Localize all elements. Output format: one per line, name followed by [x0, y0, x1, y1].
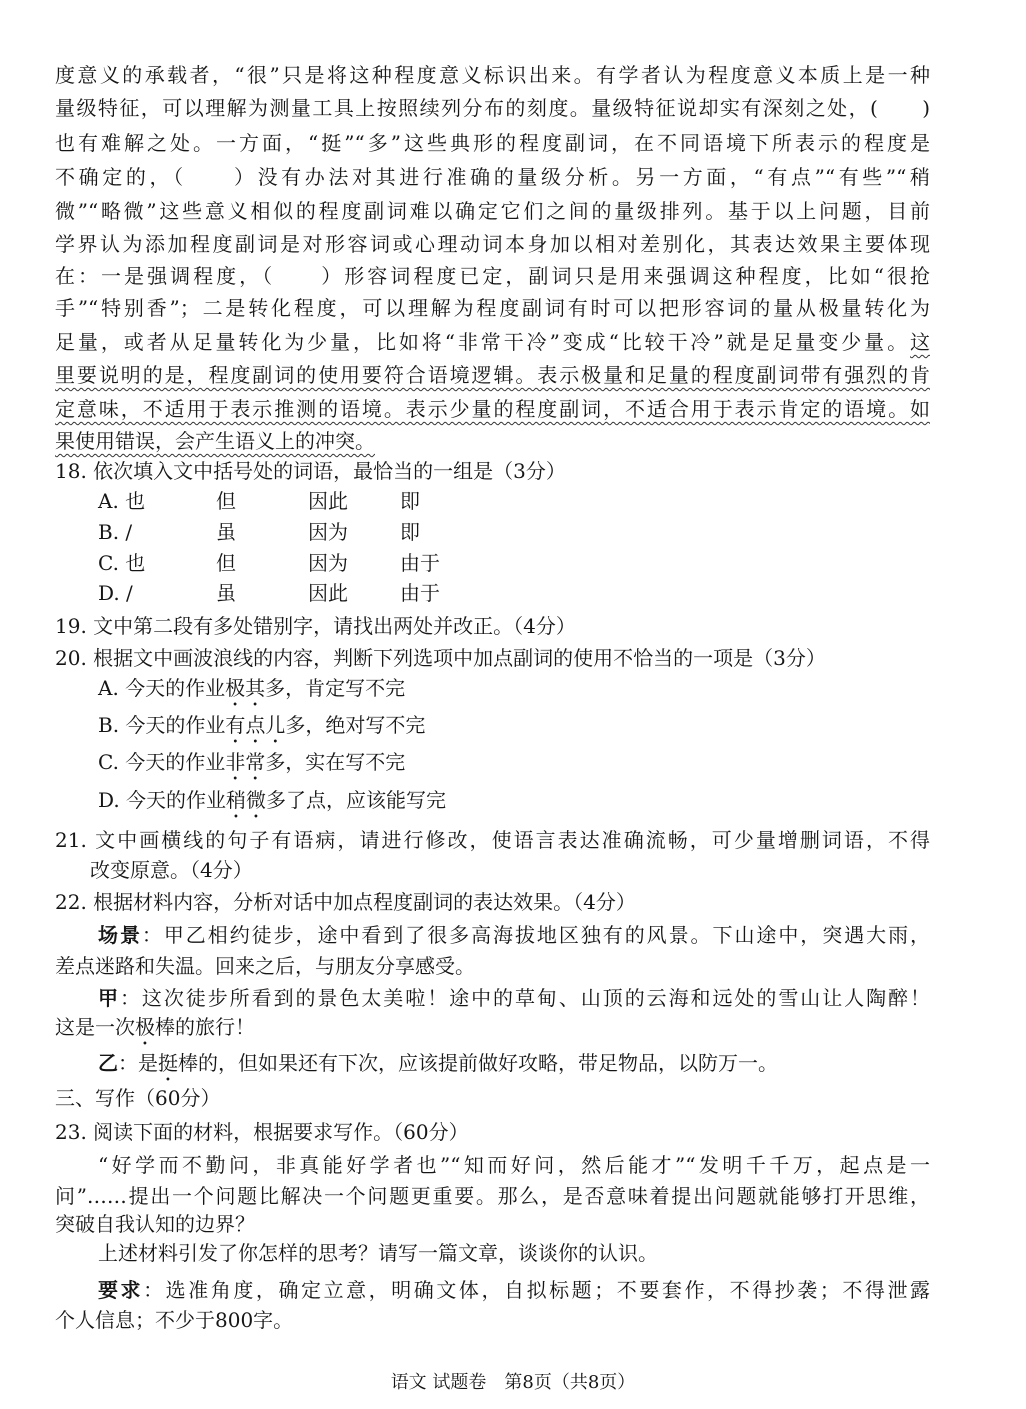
- option-a: [98, 675, 405, 711]
- option-cell: 但: [216, 551, 236, 575]
- option-text: C. 今天的作业: [98, 750, 226, 774]
- question-stem: 23. 阅读下面的材料，根据要求写作。（60分）: [55, 1120, 469, 1144]
- option-cell: D. /: [98, 581, 133, 605]
- passage-line: 学界认为添加程度副词是对形容词或心理动词本身加以相对差别化，其表达效果主要体现: [55, 232, 930, 256]
- option-b: [98, 519, 492, 545]
- option-cell: B. /: [98, 520, 133, 544]
- dialogue-text: ：是: [118, 1051, 158, 1075]
- question-19: 19. 文中第二段有多处错别字，请找出两处并改正。（4分）: [55, 614, 576, 638]
- dialogue-text: 棒的，但如果还有下次，应该提前做好攻略，带足物品，以防万一。: [178, 1051, 778, 1075]
- dotted-adverb: 非常: [225, 750, 266, 774]
- option-cell: A. 也: [98, 489, 146, 513]
- passage-line: 也有难解之处。一方面，“挺”“多”这些典形的程度副词，在不同语境下所表示的程度是: [55, 131, 930, 155]
- passage-line: 手”“特别香”；二是转化程度，可以理解为程度副词有时可以把形容词的量从极量转化为: [55, 296, 930, 320]
- speaker-label: 甲: [98, 986, 120, 1010]
- requirements-line: 个人信息；不少于800字。: [55, 1308, 294, 1332]
- question-stem: 18. 依次填入文中括号处的词语，最恰当的一组是（3分）: [55, 459, 566, 483]
- passage-line-wavy: [55, 396, 930, 422]
- requirements-label: 要求: [98, 1278, 144, 1302]
- wavy-underlined-text: 果使用错误，会产生语义上的冲突。: [55, 429, 375, 453]
- section-title: 三、写作（60分）: [55, 1086, 221, 1110]
- material-line: 突破自我认知的边界？: [55, 1212, 255, 1236]
- option-cell: 虽: [216, 520, 236, 544]
- question-stem: 21. 文中画横线的句子有语病，请进行修改，使语言表达准确流畅，可少量增删词语，不得: [55, 828, 930, 852]
- option-cell: 虽: [216, 581, 236, 605]
- option-d: [98, 787, 446, 823]
- passage-line-wavy: [55, 362, 930, 388]
- option-cell: 即: [400, 520, 420, 544]
- option-text: 多，绝对写不完: [285, 713, 426, 737]
- dotted-adverb: 稍微: [226, 788, 267, 812]
- passage-line-wavy: [55, 428, 375, 454]
- wavy-underlined-text: 里要说明的是，程度副词的使用要符合语境逻辑。表示极量和足量的程度副词带有强烈的肯: [55, 363, 930, 387]
- dotted-adverb: 极其: [225, 676, 266, 700]
- passage-line: 度意义的承载者，“很”只是将这种程度意义标识出来。有学者认为程度意义本质上是一种: [55, 63, 930, 87]
- option-text: A. 今天的作业: [98, 676, 226, 700]
- question-stem-cont: 改变原意。（4分）: [90, 858, 253, 882]
- option-c: [98, 550, 492, 576]
- writing-prompt: 上述材料引发了你怎样的思考？请写一篇文章，谈谈你的认识。: [98, 1241, 658, 1265]
- option-text: 多，实在写不完: [265, 750, 406, 774]
- scene-line: 差点迷路和失温。回来之后，与朋友分享感受。: [55, 954, 475, 978]
- speaker-label: 乙: [98, 1051, 118, 1075]
- passage-line: 微”“略微”这些意义相似的程度副词难以确定它们之间的量级排列。基于以上问题，目前: [55, 199, 930, 223]
- dialogue-text: 棒的旅行！: [155, 1015, 255, 1039]
- option-text: B. 今天的作业: [98, 713, 226, 737]
- dotted-adverb: 极: [135, 1015, 155, 1039]
- option-cell: C. 也: [98, 551, 146, 575]
- passage-line: [55, 329, 930, 355]
- option-cell: 但: [216, 489, 236, 513]
- passage-line: 量级特征，可以理解为测量工具上按照续列分布的刻度。量级特征说却实有深刻之处，( ): [55, 96, 930, 120]
- dialogue-text: 这是一次: [55, 1015, 135, 1039]
- wavy-underlined-text: 这: [910, 330, 930, 354]
- scene-label: 场景: [98, 923, 142, 947]
- question-stem: 20. 根据文中画波浪线的内容，判断下列选项中加点副词的使用不恰当的一项是（3分）: [55, 646, 826, 670]
- option-cell: 由于: [400, 551, 440, 575]
- dotted-adverb: 挺: [158, 1051, 178, 1075]
- yi-line: [98, 1050, 778, 1086]
- passage-text: 足量，或者从足量转化为少量，比如将“非常干冷”变成“比较干冷”就是足量变少量。: [55, 330, 910, 354]
- question-stem: 22. 根据材料内容，分析对话中加点程度副词的表达效果。（4分）: [55, 890, 636, 914]
- material-line: “好学而不勤问，非真能好学者也”“知而好问，然后能才”“发明千千万，起点是一: [98, 1153, 930, 1177]
- option-text: 多，肯定写不完: [265, 676, 406, 700]
- option-a: [98, 488, 492, 514]
- option-c: [98, 749, 405, 785]
- scene-text: ：甲乙相约徒步，途中看到了很多高海拔地区独有的风景。下山途中，突遇大雨，: [141, 923, 931, 947]
- requirements-text: ：选准角度，确定立意，明确文体，自拟标题；不要套作，不得抄袭；不得泄露: [143, 1278, 931, 1302]
- option-cell: 因为: [308, 520, 348, 544]
- option-cell: 由于: [400, 581, 440, 605]
- option-text: D. 今天的作业: [98, 788, 227, 812]
- jia-line: [55, 1014, 255, 1050]
- dotted-adverb: 有点儿: [225, 713, 286, 737]
- option-cell: 即: [400, 489, 420, 513]
- page-footer: 语文 试题卷 第8页（共8页）: [390, 1372, 636, 1393]
- requirements-line: [98, 1277, 930, 1303]
- jia-line: [98, 985, 930, 1011]
- option-b: [98, 712, 425, 748]
- wavy-underlined-text: 定意味，不适用于表示推测的语境。表示少量的程度副词，不适合用于表示肯定的语境。如: [55, 397, 930, 421]
- option-cell: 因为: [308, 551, 348, 575]
- dialogue-text: ：这次徒步所看到的景色太美啦！途中的草甸、山顶的云海和远处的雪山让人陶醉！: [119, 986, 931, 1010]
- option-text: 多了点，应该能写完: [266, 788, 447, 812]
- passage-line: 在：一是强调程度，（ ）形容词程度已定，副词只是用来强调这种程度，比如“很抢: [55, 264, 930, 288]
- passage-line: 不确定的，（ ）没有办法对其进行准确的量级分析。另一方面，“有点”“有些”“稍: [55, 165, 930, 189]
- material-line: 问”……提出一个问题比解决一个问题更重要。那么，是否意味着提出问题就能够打开思维，: [55, 1184, 930, 1208]
- scene-line: [98, 922, 930, 948]
- option-cell: 因此: [308, 581, 348, 605]
- option-d: [98, 580, 492, 606]
- option-cell: 因此: [308, 489, 348, 513]
